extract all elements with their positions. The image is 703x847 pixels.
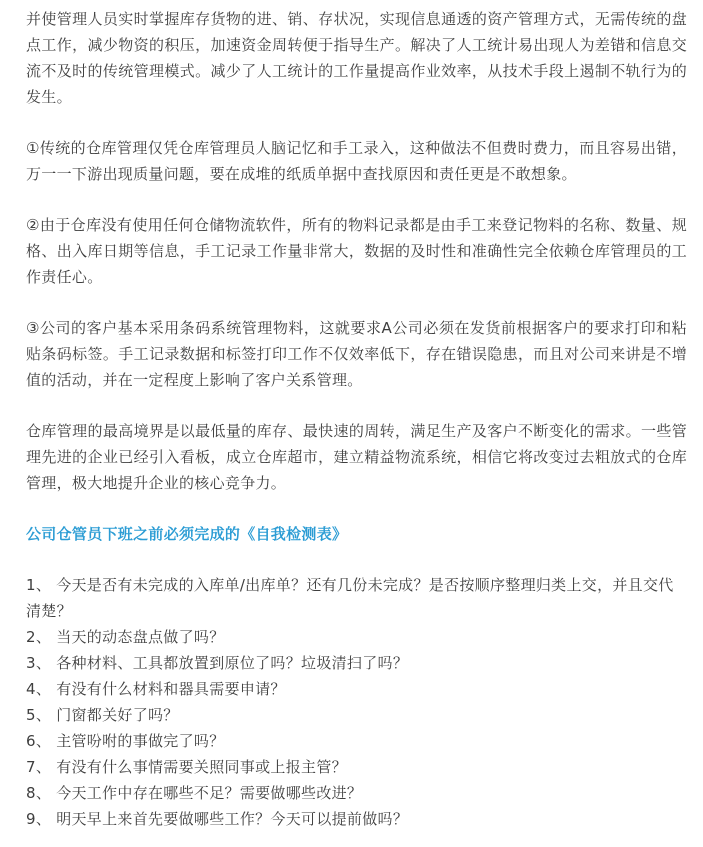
checklist-item: 5、 门窗都关好了吗？ [26, 706, 179, 724]
checklist-item: 6、 主管吩咐的事做完了吗？ [26, 732, 225, 750]
checklist-heading: 公司仓管员下班之前必须完成的《自我检测表》 [26, 525, 348, 543]
point-paragraph-3: ③公司的客户基本采用条码系统管理物料，这就要求A公司必须在发货前根据客户的要求打印和粘贴条码标签。手工记录数据和标签打印工作不仅效率低下，存在错误隐患，而且对公司来讲是不增值的活动，并在一定程度上影响了客户关系管理。 [26, 319, 687, 389]
checklist-item: 2、 当天的动态盘点做了吗？ [26, 628, 225, 646]
checklist-item: 9、 明天早上来首先要做哪些工作？今天可以提前做吗？ [26, 810, 409, 828]
point-paragraph-1: ①传统的仓库管理仅凭仓库管理员人脑记忆和手工录入，这种做法不但费时费力，而且容易出错，万一一下游出现质量问题，要在成堆的纸质单据中查找原因和责任更是不敢想象。 [26, 139, 687, 183]
checklist-item: 3、 各种材料、工具都放置到原位了吗？垃圾清扫了吗？ [26, 654, 409, 672]
summary-paragraph: 仓库管理的最高境界是以最低量的库存、最快速的周转，满足生产及客户不断变化的需求。一些管理先进的企业已经引入看板，成立仓库超市，建立精益物流系统，相信它将改变过去粗放式的仓库管理，极大地提升企业的核心竞争力。 [26, 422, 687, 492]
checklist-item: 7、 有没有什么事情需要关照同事或上报主管？ [26, 758, 347, 776]
checklist-item: 4、 有没有什么材料和器具需要申请？ [26, 680, 286, 698]
checklist-item: 8、 今天工作中存在哪些不足？需要做哪些改进？ [26, 784, 363, 802]
self-check-list [26, 572, 687, 832]
point-paragraph-2: ②由于仓库没有使用任何仓储物流软件，所有的物料记录都是由手工来登记物料的名称、数量、规格、出入库日期等信息，手工记录工作量非常大，数据的及时性和准确性完全依赖仓库管理员的工作责任心。 [26, 216, 687, 286]
intro-paragraph: 并使管理人员实时掌握库存货物的进、销、存状况，实现信息通透的资产管理方式，无需传统的盘点工作，减少物资的积压，加速资金周转便于指导生产。解决了人工统计易出现人为差错和信息交流不及时的传统管理模式。减少了人工统计的工作量提高作业效率，从技术手段上遏制不轨行为的发生。 [26, 10, 687, 106]
checklist-item: 1、 今天是否有未完成的入库单/出库单？还有几份未完成？是否按顺序整理归类上交，并且交代清楚？ [26, 576, 674, 620]
